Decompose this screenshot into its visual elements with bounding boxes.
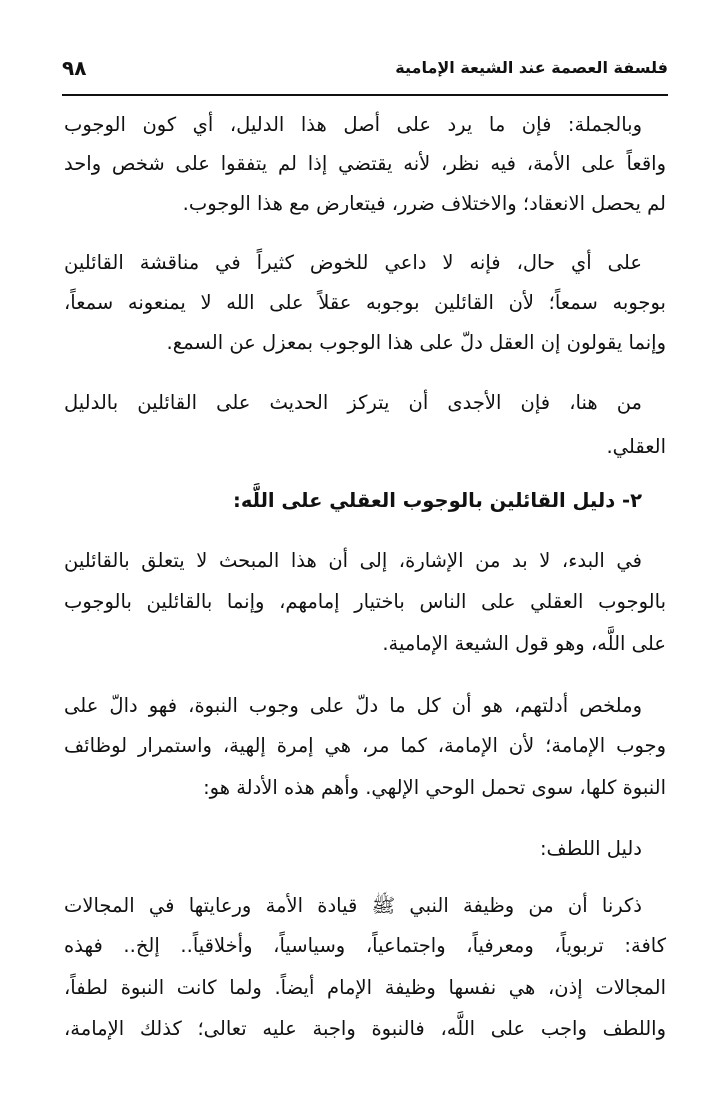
text-line: كافة: تربوياً، ومعرفياً، واجتماعياً، وسياسياً، وأخلاقياً.. إلخ.. فهذه: [64, 934, 666, 957]
book-title: فلسفة العصمة عند الشيعة الإمامية: [395, 58, 668, 77]
text-line: المجالات إذن، هي نفسها وظيفة الإمام أيضاً. ولما كانت النبوة لطفاً،: [64, 976, 666, 999]
text-line: واقعاً على الأمة، فيه نظر، لأنه يقتضي إذا لم يتفقوا على شخص واحد: [64, 152, 666, 175]
section-heading: ٢- دليل القائلين بالوجوب العقلي على اللَّه:: [233, 489, 642, 512]
page-number: ٩٨: [62, 56, 87, 80]
text-line: وإنما يقولون إن العقل دلّ على هذا الوجوب بمعزل عن السمع.: [166, 331, 666, 354]
text-line: على أي حال، فإنه لا داعي للخوض كثيراً في مناقشة القائلين: [64, 251, 642, 274]
text-line: بالوجوب العقلي على الناس باختيار إمامهم، وإنما بالقائلين بالوجوب: [64, 590, 666, 613]
text-line: لم يحصل الانعقاد؛ والاختلاف ضرر، فيتعارض مع هذا الوجوب.: [182, 192, 666, 215]
text-line: العقلي.: [606, 435, 666, 458]
text-line: وبالجملة: فإن ما يرد على أصل هذا الدليل، أي كون الوجوب: [64, 113, 642, 136]
text-line: وملخص أدلتهم، هو أن كل ما دلّ على وجوب النبوة، فهو دالّ على: [64, 694, 642, 717]
header-rule: [62, 94, 668, 96]
text-line: ذكرنا أن من وظيفة النبي ﷺ قيادة الأمة ورعايتها في المجالات: [64, 894, 642, 917]
text-line: من هنا، فإن الأجدى أن يتركز الحديث على القائلين بالدليل: [64, 391, 642, 414]
text-line: النبوة كلها، سوى تحمل الوحي الإلهي. وأهم هذه الأدلة هو:: [203, 776, 666, 799]
text-line: واللطف واجب على اللَّه، فالنبوة واجبة عليه تعالى؛ كذلك الإمامة،: [64, 1017, 666, 1040]
text-line: على اللَّه، وهو قول الشيعة الإمامية.: [382, 632, 666, 655]
running-header: [62, 56, 668, 86]
text-line: وجوب الإمامة؛ لأن الإمامة، كما مر، هي إمرة إلهية، واستمرار لوظائف: [64, 734, 666, 757]
text-line: في البدء، لا بد من الإشارة، إلى أن هذا المبحث لا يتعلق بالقائلين: [64, 549, 642, 572]
subheading: دليل اللطف:: [539, 837, 642, 860]
text-line: بوجوبه سمعاً؛ لأن القائلين بوجوبه عقلاً على الله لا يمنعونه سمعاً،: [64, 291, 666, 314]
